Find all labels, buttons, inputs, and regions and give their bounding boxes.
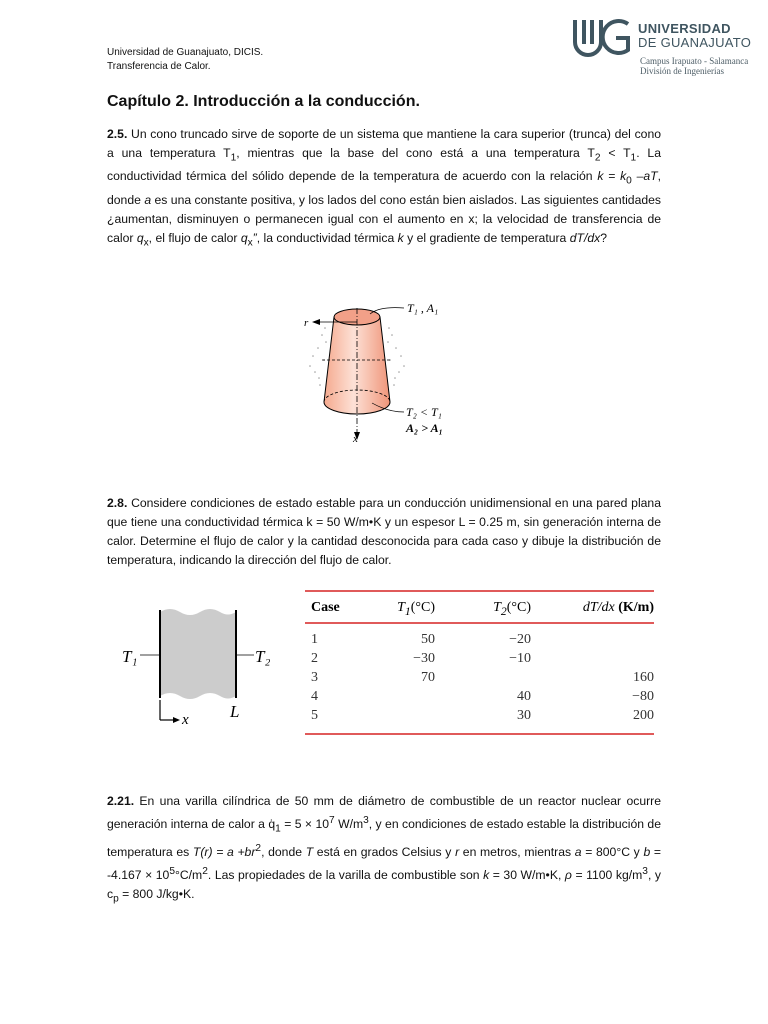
header-gradient-unit: (K/m) — [618, 600, 654, 615]
plane-wall-figure — [118, 600, 278, 730]
problem-number: 2.21. — [107, 794, 135, 808]
problem-text: Considere condiciones de estado estable para un conducción unidimensional en una pared plana que tiene una conductividad térmica k = 50 W/m•K y un espesor L = 0.25 m, sin generación interna de calor. Determine el flujo de calor y la cantidad desconocida para cada caso y dibuje la distribución de temperatura, indicando la dirección del flujo de calor. — [107, 496, 661, 567]
header-t1-sub: 1 — [404, 604, 411, 618]
problem-text: , donde — [261, 844, 306, 859]
problem-number: 2.5. — [107, 127, 128, 141]
problem-text: En una varilla cilíndrica de 50 mm de diámetro de combustible de un reactor nuclear ocurre generación interna de calor a — [107, 794, 661, 832]
cell-gradient: −80 — [632, 688, 654, 704]
header-t1-symbol: T — [397, 600, 405, 615]
cell-t1: 50 — [421, 631, 435, 647]
superscript: 2 — [255, 842, 262, 854]
symbol: dT/dx — [569, 230, 601, 245]
table-header-row — [305, 592, 654, 622]
label-t2: T₂ — [255, 647, 271, 666]
campus-name: Campus Irapuato - Salamanca — [640, 56, 749, 66]
cell-gradient: 200 — [633, 707, 654, 723]
header-gradient — [531, 592, 654, 622]
symbol: a — [144, 192, 152, 207]
symbol: q — [240, 230, 248, 245]
cell-t2: −20 — [509, 631, 531, 647]
header-t2-unit: (°C) — [506, 600, 531, 615]
ug-logo-icon — [572, 16, 636, 60]
problem-text: °C/m — [175, 867, 203, 882]
problem-number: 2.8. — [107, 496, 128, 510]
cell-case: 1 — [311, 631, 318, 647]
problem-text: W/m — [334, 817, 364, 832]
table-bottom-rule — [305, 733, 654, 735]
problem-text: = 30 W/m•K, — [489, 867, 565, 882]
superscript: 7 — [329, 815, 335, 826]
cell-t2: −10 — [509, 650, 531, 666]
problem-text: , mientras que la base del cono está a una temperatura T — [236, 146, 595, 160]
cell-t2 — [435, 668, 531, 687]
problem-text: está en grados Celsius y — [313, 844, 456, 859]
subscript: 1 — [630, 152, 637, 164]
cell-t1 — [365, 706, 435, 725]
problem-text: , la conductividad térmica — [256, 230, 398, 245]
chapter-title: Capítulo 2. Introducción a la conducción. — [107, 93, 420, 110]
symbol: ρ — [564, 867, 572, 882]
symbol: q̇ — [268, 817, 276, 832]
label-condition-temp: T₂ < T₁ — [406, 405, 442, 419]
symbol: k — [483, 867, 490, 882]
symbol: b — [643, 844, 651, 859]
header-case: Case — [311, 600, 340, 615]
header-course: Transferencia de Calor. — [107, 61, 211, 72]
problem-text: , y en condiciones de estado estable la distribución de temperatura es — [107, 817, 661, 859]
problem-text: . La conductividad térmica del sólido depende de la temperatura de acuerdo con la relación — [107, 146, 661, 184]
document-header — [107, 46, 263, 74]
university-logo — [572, 16, 762, 96]
subscript: p — [113, 893, 119, 905]
problem-text: y el gradiente de temperatura — [403, 230, 570, 245]
cell-t2: 40 — [517, 688, 531, 704]
label-condition-area: A₂ > A₁ — [406, 421, 443, 435]
label-x: x — [353, 433, 358, 445]
problem-text: = 800 J/kg•K. — [118, 886, 195, 901]
problem-text: = 5 × 10 — [280, 817, 329, 832]
header-institution: Universidad de Guanajuato, DICIS. — [107, 47, 264, 58]
cell-gradient: 160 — [633, 669, 654, 685]
symbol: q — [136, 230, 144, 245]
cell-t1: 70 — [421, 669, 435, 685]
cell-gradient — [531, 649, 654, 668]
university-name — [638, 22, 751, 50]
problem-2-21 — [107, 792, 661, 908]
truncated-cone-figure — [300, 290, 470, 445]
equation: k = k — [597, 169, 627, 184]
equation: T(r) = a +br — [192, 844, 256, 859]
symbol: T — [305, 844, 314, 859]
problem-text: < T — [600, 146, 631, 160]
problem-2-5 — [107, 125, 661, 252]
problem-text: en metros, mientras — [459, 844, 575, 859]
cell-case: 5 — [311, 707, 318, 723]
problem-text: , y c — [107, 867, 661, 901]
label-x: x — [182, 712, 189, 728]
label-top-face: T₁ , A₁ — [407, 301, 439, 315]
symbol: r — [455, 844, 460, 859]
university-name-line2: DE GUANAJUATO — [638, 35, 752, 50]
problem-text: , el flujo de calor — [148, 230, 241, 245]
problem-text: . Las propiedades de la varilla de combustible son — [207, 867, 484, 882]
cell-t1: −30 — [413, 650, 435, 666]
problem-text: es una constante positiva, y los lados del cono están bien aislados. Las siguientes cantidades ¿aumentan, disminuyen o permanecen igual con el aumento en x; la velocidad de transferencia de calor — [107, 192, 661, 245]
problem-text: , donde — [107, 169, 661, 207]
label-r: r — [304, 317, 309, 329]
label-thickness: L — [230, 702, 240, 721]
header-t2-sub: 2 — [500, 604, 507, 618]
symbol: k — [397, 230, 404, 245]
header-t1-unit: (°C) — [410, 600, 435, 615]
cell-case: 2 — [311, 650, 318, 666]
problem-text: Un cono truncado sirve de soporte de un sistema que mantiene la cara superior (trunca) del cono a una temperatura T — [107, 127, 661, 160]
symbol: a — [574, 844, 582, 859]
table-row — [305, 668, 654, 687]
cell-gradient — [531, 630, 654, 649]
superscript: 2 — [202, 865, 208, 877]
cell-t2: 30 — [517, 707, 531, 723]
campus-info — [640, 56, 748, 76]
problem-text: = -4.167 × 10 — [107, 844, 662, 882]
equation: –aT — [631, 169, 658, 184]
table-header-rule — [305, 622, 654, 624]
cases-table — [305, 590, 654, 735]
subscript: 1 — [275, 823, 281, 835]
header-t2-symbol: T — [493, 600, 501, 615]
subscript: x — [247, 237, 253, 249]
subscript: 2 — [594, 152, 601, 164]
superscript: 3 — [642, 865, 648, 877]
subscript: 0 — [626, 175, 632, 187]
cell-case: 4 — [311, 688, 318, 704]
problem-text: = 800°C y — [581, 844, 644, 859]
label-t1: T₁ — [122, 647, 138, 666]
subscript: x — [143, 237, 149, 249]
table-row — [305, 687, 654, 706]
table-row — [305, 649, 654, 668]
header-t2 — [435, 592, 531, 622]
superscript: 3 — [363, 815, 369, 826]
division-name: División de Ingenierías — [640, 66, 724, 76]
cell-t1 — [365, 687, 435, 706]
x-axis-arrow — [173, 717, 180, 723]
problem-text: = 1100 kg/m — [571, 867, 643, 882]
wall-body — [160, 609, 236, 699]
cell-case: 3 — [311, 669, 318, 685]
university-name-line1: UNIVERSIDAD — [638, 21, 731, 36]
table-row — [305, 706, 654, 725]
subscript: 1 — [230, 152, 237, 164]
symbol: ” — [252, 230, 257, 245]
header-gradient-symbol: dT/dx — [582, 600, 615, 615]
header-t1 — [365, 592, 435, 622]
table-row — [305, 630, 654, 649]
problem-2-8 — [107, 494, 661, 570]
problem-text: ? — [600, 230, 607, 245]
r-axis-arrow — [312, 319, 320, 325]
superscript: 5 — [169, 865, 175, 877]
